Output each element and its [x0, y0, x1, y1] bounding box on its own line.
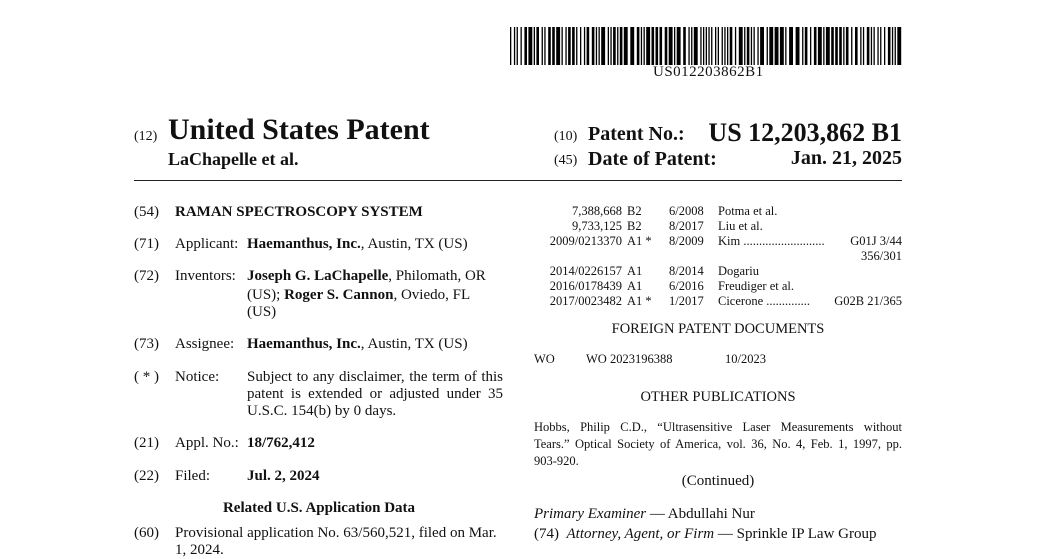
publication-line-1: Hobbs, Philip C.D., “Ultrasensitive Laser Measurements without	[534, 420, 902, 434]
patent-number: US 12,203,862 B1	[708, 118, 902, 147]
barcode-bar	[831, 27, 834, 65]
barcode-bar	[754, 27, 755, 65]
barcode-bar	[617, 27, 618, 65]
barcode-bar	[835, 27, 838, 65]
inventor-1-country: (US);	[247, 287, 285, 303]
provisional-code: (60)	[134, 525, 159, 541]
provisional-text: Provisional application No. 63/560,521, filed on Mar.	[175, 525, 497, 541]
barcode-bar	[665, 27, 668, 65]
applicant-location: , Austin, TX (US)	[360, 236, 468, 252]
filed-date: Jul. 2, 2024	[247, 468, 320, 484]
barcode-bar	[674, 27, 675, 65]
barcode-bar	[739, 27, 743, 65]
foreign-docs-heading: FOREIGN PATENT DOCUMENTS	[611, 321, 825, 337]
barcode-bar	[542, 27, 543, 65]
barcode-bar	[656, 27, 659, 65]
attorney-label: Attorney, Agent, or Firm	[566, 526, 715, 542]
barcode-bar	[691, 27, 692, 65]
barcode-bar	[888, 27, 891, 65]
primary-examiner	[534, 506, 755, 523]
invention-title: RAMAN SPECTROSCOPY SYSTEM	[175, 204, 423, 220]
barcode-bar	[823, 27, 824, 65]
inventor-1-location: , Philomath, OR	[388, 268, 486, 284]
barcode-bar	[694, 27, 698, 65]
barcode-bar	[620, 27, 623, 65]
inventors-label: Inventors:	[175, 268, 236, 284]
reference-kind: A1 *	[627, 234, 652, 248]
reference-date: 6/2016	[669, 279, 704, 293]
barcode-bar	[722, 27, 723, 65]
inventors-code: (72)	[134, 268, 159, 284]
reference-inventor: Potma et al.	[718, 204, 778, 218]
barcode-bar	[874, 27, 875, 65]
barcode-bar	[735, 27, 736, 65]
title-code: (54)	[134, 204, 159, 220]
barcode-bar	[641, 27, 642, 65]
barcode-bar	[587, 27, 590, 65]
reference-number: 7,388,668	[572, 204, 622, 218]
applicant-code: (71)	[134, 236, 159, 252]
barcode-bar	[877, 27, 878, 65]
applicant-name: Haemanthus, Inc.	[247, 236, 361, 252]
barcode-bar	[880, 27, 881, 65]
barcode-bar	[757, 27, 758, 65]
barcode-bar	[851, 27, 852, 65]
examiner-dash: —	[646, 506, 668, 522]
barcode-bar	[780, 27, 784, 65]
assignee-name: Haemanthus, Inc.	[247, 336, 361, 352]
barcode	[510, 27, 902, 65]
reference-class: G01J 3/44	[850, 234, 902, 248]
application-number: 18/762,412	[247, 435, 315, 451]
barcode-bar	[572, 27, 575, 65]
barcode-bar	[867, 27, 870, 65]
barcode-bar	[730, 27, 733, 65]
barcode-bar	[562, 27, 563, 65]
barcode-bar	[552, 27, 555, 65]
barcode-bar	[843, 27, 844, 65]
barcode-bar	[895, 27, 896, 65]
reference-number: 2014/0226157	[549, 264, 622, 278]
barcode-bar	[568, 27, 571, 65]
barcode-bar	[613, 27, 616, 65]
patent-type-title: United States Patent	[168, 113, 430, 146]
provisional-text-cont: 1, 2024.	[175, 542, 224, 558]
barcode-bar	[644, 27, 645, 65]
barcode-bar	[718, 27, 719, 65]
barcode-bar	[727, 27, 728, 65]
patent-no-label: Patent No.:	[588, 123, 685, 145]
date-of-patent: Jan. 21, 2025	[790, 147, 902, 169]
barcode-bar	[688, 27, 689, 65]
reference-kind: B2	[627, 204, 642, 218]
applicant-label: Applicant:	[175, 236, 239, 252]
date-of-patent-label: Date of Patent:	[588, 148, 717, 170]
code-12: (12)	[134, 129, 158, 144]
barcode-bar	[565, 27, 566, 65]
barcode-bar	[706, 27, 707, 65]
foreign-country: WO	[534, 352, 555, 366]
filed-label: Filed:	[175, 468, 211, 484]
inventors-line-1	[247, 268, 486, 285]
barcode-bar	[802, 27, 803, 65]
attorney-dash: —	[714, 526, 737, 542]
attorney-line	[534, 526, 876, 543]
attorney-name: Sprinkle IP Law Group	[736, 526, 877, 542]
reference-class: G02B 21/365	[834, 294, 902, 308]
barcode-bar	[769, 27, 773, 65]
reference-inventor: Dogariu	[718, 264, 759, 278]
barcode-bar	[521, 27, 522, 65]
barcode-bar	[534, 27, 535, 65]
barcode-bar	[860, 27, 861, 65]
barcode-bar	[892, 27, 893, 65]
barcode-bar	[724, 27, 725, 65]
barcode-bar	[711, 27, 712, 65]
barcode-bar	[584, 27, 585, 65]
barcode-bar	[810, 27, 811, 65]
barcode-bar	[524, 27, 527, 65]
barcode-bar	[796, 27, 800, 65]
inventor-2-country: (US)	[247, 304, 277, 320]
barcode-bar	[580, 27, 581, 65]
assignee-code: (73)	[134, 336, 159, 352]
barcode-bar	[677, 27, 681, 65]
barcode-bar	[510, 27, 511, 65]
foreign-number: WO 2023196388	[586, 352, 673, 366]
barcode-bar	[646, 27, 650, 65]
barcode-bar	[608, 27, 609, 65]
reference-kind: A1	[627, 279, 643, 293]
barcode-bar	[596, 27, 597, 65]
barcode-bar	[789, 27, 793, 65]
barcode-bar	[544, 27, 545, 65]
barcode-bar	[751, 27, 752, 65]
reference-inventor: Cicerone ..............	[718, 294, 810, 308]
barcode-bar	[805, 27, 808, 65]
publication-line-3: 903-920.	[534, 454, 579, 468]
reference-kind: B2	[627, 219, 642, 233]
barcode-bar	[747, 27, 750, 65]
assignee-label: Assignee:	[175, 336, 235, 352]
reference-date: 1/2017	[669, 294, 704, 308]
notice-label: Notice:	[175, 369, 220, 385]
reference-number: 2009/0213370	[549, 234, 622, 248]
foreign-date: 10/2023	[725, 352, 766, 366]
reference-number: 2017/0023482	[549, 294, 622, 308]
applicant-value	[247, 236, 468, 253]
barcode-bar	[536, 27, 539, 65]
inventor-1-name: Joseph G. LaChapelle	[247, 268, 389, 284]
appl-code: (21)	[134, 435, 159, 451]
barcode-bar	[767, 27, 768, 65]
barcode-bar	[669, 27, 673, 65]
reference-number: 9,733,125	[572, 219, 622, 233]
barcode-bar	[897, 27, 901, 65]
barcode-bar	[610, 27, 611, 65]
code-10: (10)	[554, 129, 578, 144]
inventor-short: LaChapelle et al.	[168, 149, 299, 169]
barcode-bar	[592, 27, 595, 65]
barcode-bar	[814, 27, 817, 65]
barcode-bar	[528, 27, 532, 65]
barcode-bar	[855, 27, 858, 65]
reference-date: 6/2008	[669, 204, 704, 218]
barcode-bar	[744, 27, 745, 65]
barcode-bar	[703, 27, 704, 65]
barcode-bar	[599, 27, 600, 65]
reference-kind: A1	[627, 264, 643, 278]
filed-code: (22)	[134, 468, 159, 484]
appl-label: Appl. No.:	[175, 435, 239, 451]
barcode-bar	[548, 27, 551, 65]
reference-class-secondary: 356/301	[861, 249, 902, 263]
reference-date: 8/2014	[669, 264, 704, 278]
assignee-value	[247, 336, 468, 353]
related-data-heading: Related U.S. Application Data	[222, 500, 416, 516]
barcode-bar	[630, 27, 634, 65]
reference-number: 2016/0178439	[549, 279, 622, 293]
barcode-bar	[785, 27, 786, 65]
reference-inventor: Freudiger et al.	[718, 279, 795, 293]
barcode-bar	[556, 27, 560, 65]
barcode-bar	[517, 27, 518, 65]
examiner-name: Abdullahi Nur	[667, 506, 755, 522]
reference-inventor: Liu et al.	[718, 219, 763, 233]
barcode-bar	[846, 27, 849, 65]
other-pubs-heading: OTHER PUBLICATIONS	[640, 389, 796, 405]
barcode-bar	[601, 27, 605, 65]
header-divider	[134, 180, 902, 181]
notice-code: ( * )	[134, 369, 159, 385]
barcode-bar	[715, 27, 716, 65]
barcode-bar	[818, 27, 822, 65]
barcode-bar	[775, 27, 779, 65]
barcode-bar	[624, 27, 628, 65]
assignee-location: , Austin, TX (US)	[360, 336, 468, 352]
barcode-bar	[871, 27, 872, 65]
barcode-bar	[884, 27, 885, 65]
barcode-bar	[760, 27, 764, 65]
barcode-bar	[637, 27, 640, 65]
barcode-bar	[826, 27, 830, 65]
barcode-bar	[660, 27, 663, 65]
examiner-label: Primary Examiner	[534, 506, 647, 522]
barcode-bar	[683, 27, 686, 65]
reference-inventor: Kim ..........................	[718, 234, 825, 248]
attorney-code: (74)	[534, 526, 559, 542]
reference-date: 8/2017	[669, 219, 704, 233]
barcode-bar	[514, 27, 515, 65]
barcode-bar	[863, 27, 864, 65]
notice-text: Subject to any disclaimer, the term of this patent is extended or adjusted under 35 U.S.C. 154(b) by 0 days.	[247, 369, 503, 419]
barcode-bar	[708, 27, 709, 65]
barcode-bar	[576, 27, 577, 65]
inventor-2-location: , Oviedo, FL	[393, 287, 471, 303]
barcode-bar	[700, 27, 701, 65]
publication-line-2: Tears.” Optical Society of America, vol. 36, No. 4, Feb. 1, 1997, pp.	[534, 437, 902, 451]
reference-date: 8/2009	[669, 234, 704, 248]
inventors-line-2	[247, 287, 470, 304]
barcode-bar	[839, 27, 842, 65]
reference-kind: A1 *	[627, 294, 652, 308]
inventor-2-name: Roger S. Cannon	[284, 287, 394, 303]
continued-note: (Continued)	[681, 473, 755, 489]
barcode-number: US012203862B1	[653, 64, 764, 80]
code-45: (45)	[554, 153, 578, 168]
barcode-bar	[652, 27, 655, 65]
